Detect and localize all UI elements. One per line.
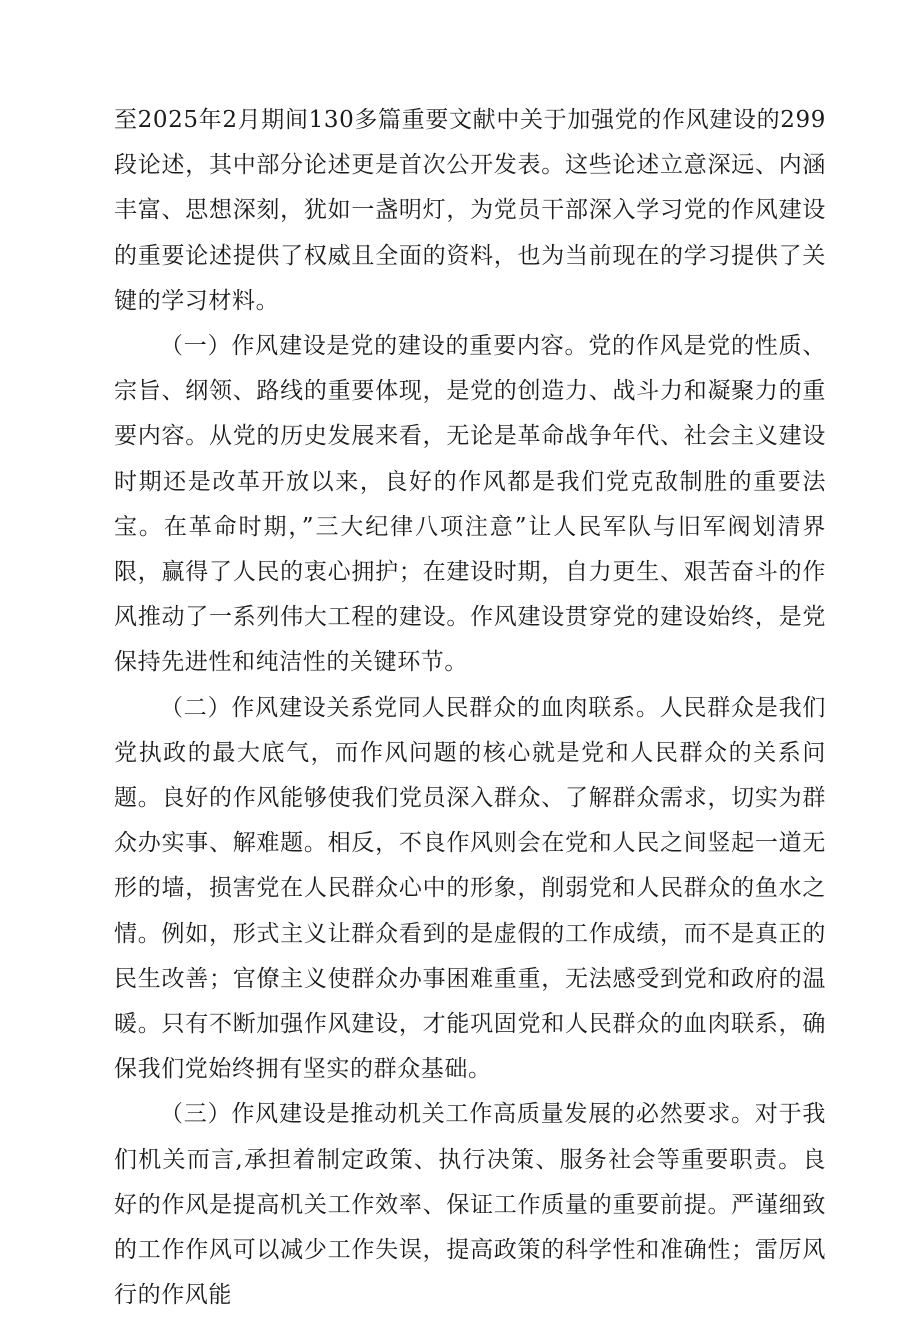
paragraph-section-one: （一）作风建设是党的建设的重要内容。党的作风是党的性质、宗旨、纲领、路线的重要体现，是党的创造力、战斗力和凝聚力的重要内容。从党的历史发展来看，无论是革命战争年代、社会主义建设时期还是改革开放以来，良好的作风都是我们党克敌制胜的重要法宝。在革命时期，”三大纪律八项注意”让人民军队与旧军阀划清界限，赢得了人民的衷心拥护；在建设时期，自力更生、艰苦奋斗的作风推动了一系列伟大工程的建设。作风建设贯穿党的建设始终，是党保持先进性和纯洁性的关键环节。 [114, 333, 826, 676]
paragraph-continuation: 至2025年2月期间130多篇重要文献中关于加强党的作风建设的299段论述，其中部分论述更是首次公开发表。这些论述立意深远、内涵丰富、思想深刻，犹如一盏明灯，为党员干部深入学习党的作风建设的重要论述提供了权威且全面的资料，也为当前现在的学习提供了关键的学习材料。 [114, 107, 826, 314]
paragraph-section-three: （三）作风建设是推动机关工作高质量发展的必然要求。对于我们机关而言,承担着制定政策、执行决策、服务社会等重要职责。良好的作风是提高机关工作效率、保证工作质量的重要前提。严谨细致的工作作风可以减少工作失误，提高政策的科学性和准确性；雷厉风行的作风能 [114, 1101, 826, 1309]
document-body [114, 98, 826, 1318]
paragraph-section-two: （二）作风建设关系党同人民群众的血肉联系。人民群众是我们党执政的最大底气，而作风问题的核心就是党和人民群众的关系问题。良好的作风能够使我们党员深入群众、了解群众需求，切实为群众办实事、解难题。相反，不良作风则会在党和人民之间竖起一道无形的墙，损害党在人民群众心中的形象，削弱党和人民群众的鱼水之情。例如，形式主义让群众看到的是虚假的工作成绩，而不是真正的民生改善；官僚主义使群众办事困难重重，无法感受到党和政府的温暖。只有不断加强作风建设，才能巩固党和人民群众的血肉联系，确保我们党始终拥有坚实的群众基础。 [114, 694, 826, 1083]
